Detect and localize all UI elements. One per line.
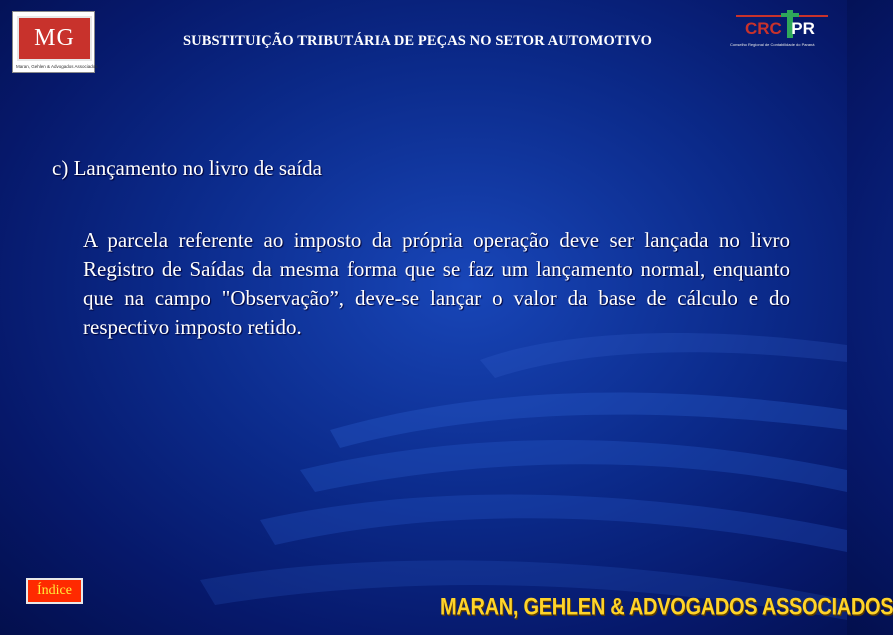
body-paragraph: A parcela referente ao imposto da própria operação deve ser lançada no livro Registro de Saídas da mesma forma que se faz um lançamento normal, enquanto que na campo "Observação”, deve-se lançar o valor da base de cálculo e do respectivo imposto retido. — [83, 228, 790, 339]
section-heading: c) Lançamento no livro de saída — [52, 156, 322, 180]
mg-logo — [12, 11, 98, 73]
mg-logo-caption: Maran, Gehlen & Advogados Associados — [16, 64, 98, 69]
crc-logo-caption: Conselho Regional de Contabilidade do Paraná — [730, 42, 815, 47]
crc-logo-text — [745, 19, 815, 39]
mg-logo-box — [17, 16, 92, 61]
page-title: SUBSTITUIÇÃO TRIBUTÁRIA DE PEÇAS NO SETOR AUTOMOTIVO — [182, 33, 653, 49]
indice-button[interactable]: Índice — [26, 578, 83, 604]
crc-pr-logo — [728, 9, 840, 53]
crc-logo-pr: PR — [791, 19, 815, 38]
footer-firm-name: MARAN, GEHLEN & ADVOGADOS ASSOCIADOS — [440, 594, 893, 621]
mg-logo-letters: MG — [34, 25, 75, 51]
crc-logo-crc: CRC — [745, 19, 782, 38]
